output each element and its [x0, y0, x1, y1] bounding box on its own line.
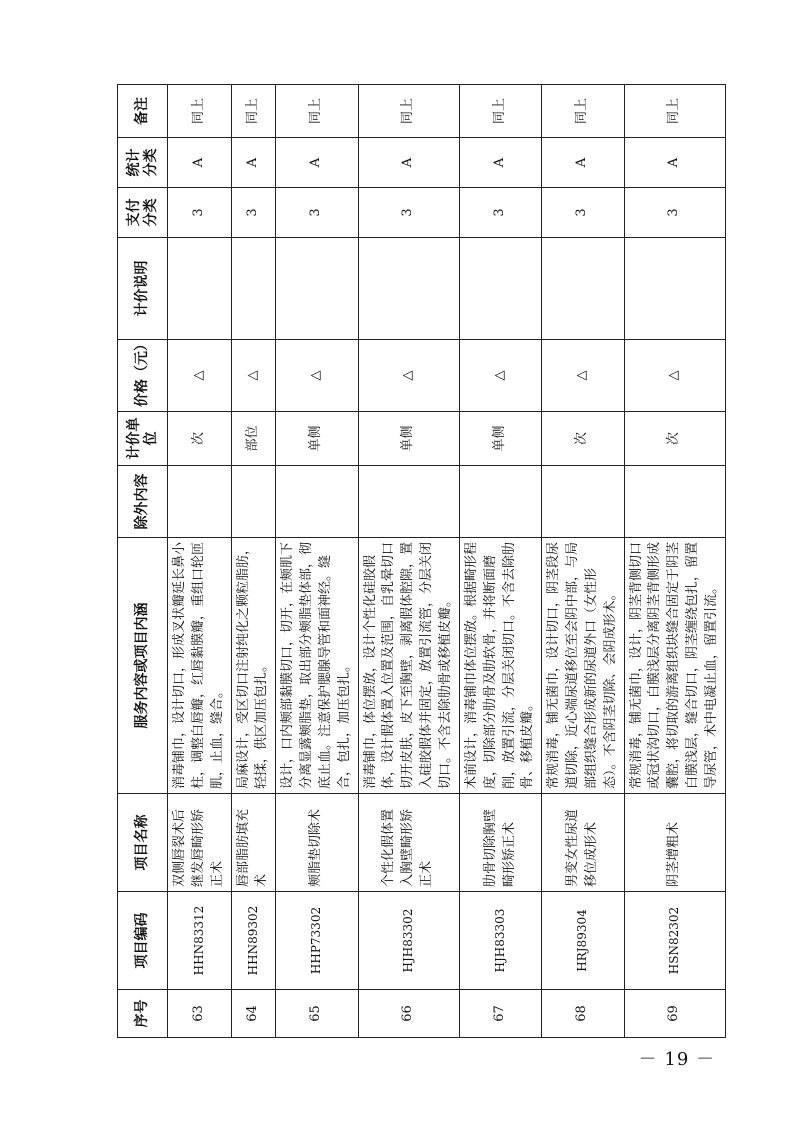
- cell-excluded: [168, 466, 232, 538]
- cell-stat-class: A: [276, 138, 358, 188]
- cell-code: HSN82302: [624, 892, 725, 990]
- cell-pricing-note: [624, 238, 725, 340]
- cell-unit: 单侧: [459, 412, 541, 466]
- header-pricing-note: 计价说明: [118, 238, 168, 340]
- cell-excluded: [624, 466, 725, 538]
- header-excluded: 除外内容: [118, 466, 168, 538]
- header-seq: 序号: [118, 990, 168, 1038]
- cell-content: 消毒铺巾，设计切口，形成叉状瓣延长鼻小柱，调整白唇瓣，红唇黏膜瓣，重组口轮匝肌，止血，缝合。: [168, 538, 232, 794]
- cell-remark: 同上: [358, 85, 459, 138]
- cell-price: △: [542, 340, 624, 412]
- cell-stat-class: A: [231, 138, 276, 188]
- cell-name: 双侧唇裂术后继发唇畸形矫正术: [168, 794, 232, 892]
- page-number: － 19 －: [638, 1049, 715, 1070]
- table-row: [168, 85, 232, 1038]
- cell-stat-class: A: [358, 138, 459, 188]
- header-price: 价格（元）: [118, 340, 168, 412]
- cell-name: 男变女性尿道移位成形术: [542, 794, 624, 892]
- cell-excluded: [358, 466, 459, 538]
- cell-name: 阴茎增粗术: [624, 794, 725, 892]
- cell-payment-class: 3: [168, 188, 232, 238]
- cell-pricing-note: [459, 238, 541, 340]
- cell-pricing-note: [231, 238, 276, 340]
- cell-remark: 同上: [168, 85, 232, 138]
- cell-price: △: [459, 340, 541, 412]
- cell-price: △: [168, 340, 232, 412]
- cell-stat-class: A: [624, 138, 725, 188]
- cell-code: HHN83312: [168, 892, 232, 990]
- table-header-row: [118, 85, 168, 1038]
- header-stat-class: 统计分类: [118, 138, 168, 188]
- cell-seq: 66: [358, 990, 459, 1038]
- cell-code: HHN89302: [231, 892, 276, 990]
- cell-name: 唇部脂肪填充术: [231, 794, 276, 892]
- cell-excluded: [231, 466, 276, 538]
- cell-code: HHP73302: [276, 892, 358, 990]
- cell-name: 颊脂垫切除术: [276, 794, 358, 892]
- pricing-table: [117, 84, 726, 1038]
- cell-stat-class: A: [459, 138, 541, 188]
- cell-content: 常规消毒，铺无菌巾，设计切口，阴茎段尿道切除，近心端尿道移位至会阴中部，与局部组织缝合形成新的尿道外口（女性形态）。不含阴茎切除、会阴成形术。: [542, 538, 624, 794]
- cell-stat-class: A: [542, 138, 624, 188]
- pricing-table-rotated: [117, 85, 719, 1038]
- header-payment-class: 支付分类: [118, 188, 168, 238]
- cell-remark: 同上: [276, 85, 358, 138]
- table-row: [276, 85, 358, 1038]
- cell-code: HRJ89304: [542, 892, 624, 990]
- table-row: [624, 85, 725, 1038]
- cell-payment-class: 3: [231, 188, 276, 238]
- cell-price: △: [231, 340, 276, 412]
- cell-excluded: [276, 466, 358, 538]
- cell-pricing-note: [276, 238, 358, 340]
- cell-payment-class: 3: [624, 188, 725, 238]
- header-name: 项目名称: [118, 794, 168, 892]
- cell-payment-class: 3: [542, 188, 624, 238]
- cell-seq: 68: [542, 990, 624, 1038]
- table-row: [459, 85, 541, 1038]
- table-row: [231, 85, 276, 1038]
- cell-content: 设计，口内颊部黏膜切口，切开，在颊肌下分离显露颊脂垫，取出部分颊脂垫体部，彻底止血。注意保护腮腺导管和面神经。缝合，包扎，加压包扎。: [276, 538, 358, 794]
- header-unit: 计价单位: [118, 412, 168, 466]
- cell-unit: 部位: [231, 412, 276, 466]
- cell-remark: 同上: [624, 85, 725, 138]
- cell-payment-class: 3: [358, 188, 459, 238]
- cell-remark: 同上: [231, 85, 276, 138]
- cell-seq: 69: [624, 990, 725, 1038]
- header-content: 服务内容或项目内涵: [118, 538, 168, 794]
- cell-code: HJH83302: [358, 892, 459, 990]
- cell-seq: 63: [168, 990, 232, 1038]
- table-row: [542, 85, 624, 1038]
- cell-content: 术前设计，消毒铺巾体位摆放。根据畸形程度，切除部分肋骨及肋软骨，并将断面磨削，放置引流，分层关闭切口。不含去除肋骨、移植皮瓣。: [459, 538, 541, 794]
- cell-unit: 单侧: [358, 412, 459, 466]
- cell-price: △: [358, 340, 459, 412]
- cell-payment-class: 3: [276, 188, 358, 238]
- cell-content: 常规消毒，铺无菌巾，设计，阴茎背侧切口或冠状沟切口，白膜浅层分离阴茎背侧形成囊腔，将切取的游离组织块缝合固定于阴茎白膜浅层，缝合切口，阴茎缠绕包扎，留置导尿管，术中电凝止血，留置引流。: [624, 538, 725, 794]
- cell-payment-class: 3: [459, 188, 541, 238]
- cell-content: 消毒铺巾，体位摆放，设计个性化硅胶假体，设计假体置入位置及范围，自乳晕切口切开皮肤，皮下至胸壁，剥离假体腔隙，置入硅胶假体并固定，放置引流管，分层关闭切口。不含去除肋骨或移植皮瓣。: [358, 538, 459, 794]
- cell-stat-class: A: [168, 138, 232, 188]
- cell-seq: 65: [276, 990, 358, 1038]
- cell-remark: 同上: [459, 85, 541, 138]
- cell-price: △: [276, 340, 358, 412]
- cell-unit: 次: [542, 412, 624, 466]
- header-remark: 备注: [118, 85, 168, 138]
- cell-excluded: [459, 466, 541, 538]
- cell-content: 局麻设计，受区切口注射纯化之颗粒脂肪，轻揉，供区加压包扎。: [231, 538, 276, 794]
- cell-seq: 67: [459, 990, 541, 1038]
- header-code: 项目编码: [118, 892, 168, 990]
- cell-pricing-note: [358, 238, 459, 340]
- cell-price: △: [624, 340, 725, 412]
- cell-unit: 单侧: [276, 412, 358, 466]
- cell-pricing-note: [542, 238, 624, 340]
- cell-name: 个性化假体置入胸壁畸形矫正术: [358, 794, 459, 892]
- table-row: [358, 85, 459, 1038]
- cell-unit: 次: [168, 412, 232, 466]
- cell-seq: 64: [231, 990, 276, 1038]
- cell-name: 肋骨切除胸壁畸形矫正术: [459, 794, 541, 892]
- cell-remark: 同上: [542, 85, 624, 138]
- cell-code: HJH83303: [459, 892, 541, 990]
- cell-pricing-note: [168, 238, 232, 340]
- cell-unit: 次: [624, 412, 725, 466]
- cell-excluded: [542, 466, 624, 538]
